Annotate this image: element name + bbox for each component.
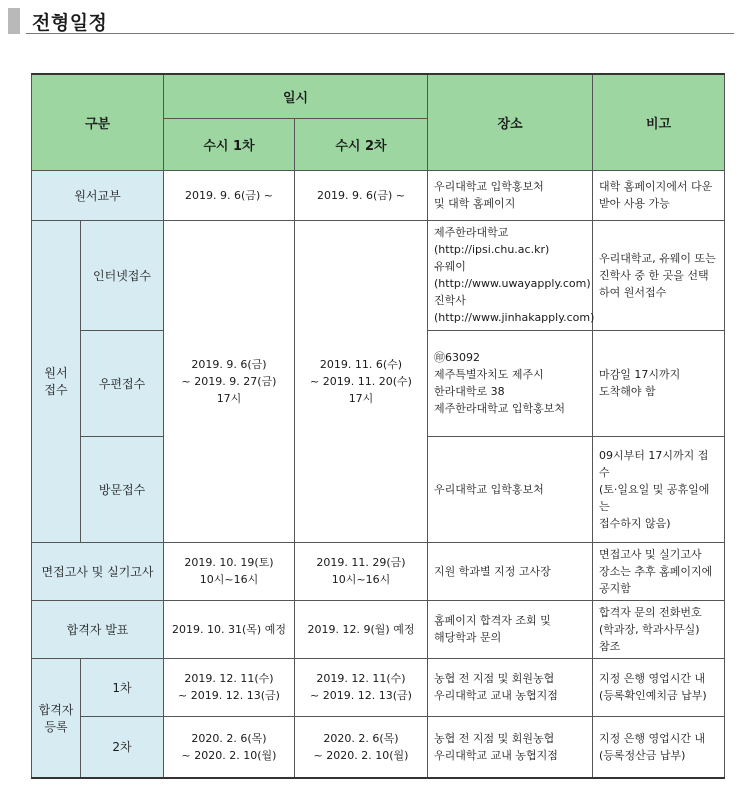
label-internet: 인터넷접수 xyxy=(81,220,164,330)
label-interview: 면접고사 및 실기고사 xyxy=(32,542,164,600)
label-wonseo-jeopsu: 원서 접수 xyxy=(32,220,81,542)
row-register-first xyxy=(32,658,725,716)
cell-interview-note: 면접고사 및 실기고사 장소는 추후 홈페이지에 공지함 xyxy=(593,542,725,600)
header-note: 비고 xyxy=(593,74,725,170)
cell-interview-susi2: 2019. 11. 29(금) 10시~16시 xyxy=(295,542,428,600)
label-register-second: 2차 xyxy=(81,716,164,778)
schedule-table xyxy=(31,73,725,779)
cell-register2-susi1: 2020. 2. 6(목) ~ 2020. 2. 10(월) xyxy=(164,716,295,778)
row-interview xyxy=(32,542,725,600)
cell-internet-note: 우리대학교, 유웨이 또는 진학사 중 한 곳을 선택하여 원서접수 xyxy=(593,220,725,330)
cell-visit-place: 우리대학교 입학홍보처 xyxy=(428,436,593,542)
cell-interview-susi1: 2019. 10. 19(토) 10시~16시 xyxy=(164,542,295,600)
cell-register1-susi2: 2019. 12. 11(수) ~ 2019. 12. 13(금) xyxy=(295,658,428,716)
cell-register2-susi2: 2020. 2. 6(목) ~ 2020. 2. 10(월) xyxy=(295,716,428,778)
row-register-second xyxy=(32,716,725,778)
header-susi2: 수시 2차 xyxy=(295,118,428,170)
row-announce xyxy=(32,600,725,658)
cell-visit-note: 09시부터 17시까지 접수 (토·일요일 및 공휴일에는 접수하지 않음) xyxy=(593,436,725,542)
cell-gyobu-susi1: 2019. 9. 6(금) ~ xyxy=(164,170,295,220)
cell-register1-susi1: 2019. 12. 11(수) ~ 2019. 12. 13(금) xyxy=(164,658,295,716)
cell-register1-note: 지정 은행 영업시간 내 (등록확인예치금 납부) xyxy=(593,658,725,716)
cell-jeopsu-susi2: 2019. 11. 6(수) ~ 2019. 11. 20(수) 17시 xyxy=(295,220,428,542)
cell-gyobu-susi2: 2019. 9. 6(금) ~ xyxy=(295,170,428,220)
cell-gyobu-place: 우리대학교 입학홍보처 및 대학 홈페이지 xyxy=(428,170,593,220)
cell-register2-note: 지정 은행 영업시간 내 (등록정산금 납부) xyxy=(593,716,725,778)
row-internet xyxy=(32,220,725,330)
header-row-top xyxy=(32,74,725,118)
label-register-first: 1차 xyxy=(81,658,164,716)
label-visit: 방문접수 xyxy=(81,436,164,542)
header-ilsi: 일시 xyxy=(164,74,428,118)
header-susi1: 수시 1차 xyxy=(164,118,295,170)
header-place: 장소 xyxy=(428,74,593,170)
cell-announce-susi2: 2019. 12. 9(월) 예정 xyxy=(295,600,428,658)
title-marker xyxy=(8,8,20,34)
title-divider xyxy=(26,33,734,34)
cell-announce-place: 홈페이지 합격자 조회 및 해당학과 문의 xyxy=(428,600,593,658)
row-wonseo-gyobu xyxy=(32,170,725,220)
cell-register2-place: 농협 전 지점 및 회원농협 우리대학교 교내 농협지점 xyxy=(428,716,593,778)
cell-register1-place: 농협 전 지점 및 회원농협 우리대학교 교내 농협지점 xyxy=(428,658,593,716)
label-announce: 합격자 발표 xyxy=(32,600,164,658)
cell-announce-note: 합격자 문의 전화번호 (학과장, 학과사무실) 참조 xyxy=(593,600,725,658)
cell-interview-place: 지원 학과별 지정 고사장 xyxy=(428,542,593,600)
page-title: 전형일정 xyxy=(32,12,108,34)
cell-gyobu-note: 대학 홈페이지에서 다운받아 사용 가능 xyxy=(593,170,725,220)
label-mail: 우편접수 xyxy=(81,330,164,436)
cell-jeopsu-susi1: 2019. 9. 6(금) ~ 2019. 9. 27(금) 17시 xyxy=(164,220,295,542)
cell-internet-place: 제주한라대학교 (http://ipsi.chu.ac.kr) 유웨이 (http://www.uwayapply.com) 진학사 (http://www.jinhakapply.com) xyxy=(428,220,593,330)
cell-announce-susi1: 2019. 10. 31(목) 예정 xyxy=(164,600,295,658)
label-wonseo-gyobu: 원서교부 xyxy=(32,170,164,220)
header-gubun: 구분 xyxy=(32,74,164,170)
cell-mail-place: ㊞63092 제주특별자치도 제주시 한라대학로 38 제주한라대학교 입학홍보처 xyxy=(428,330,593,436)
label-register: 합격자 등록 xyxy=(32,658,81,778)
cell-mail-note: 마감일 17시까지 도착해야 함 xyxy=(593,330,725,436)
section-title-bar xyxy=(8,6,734,34)
